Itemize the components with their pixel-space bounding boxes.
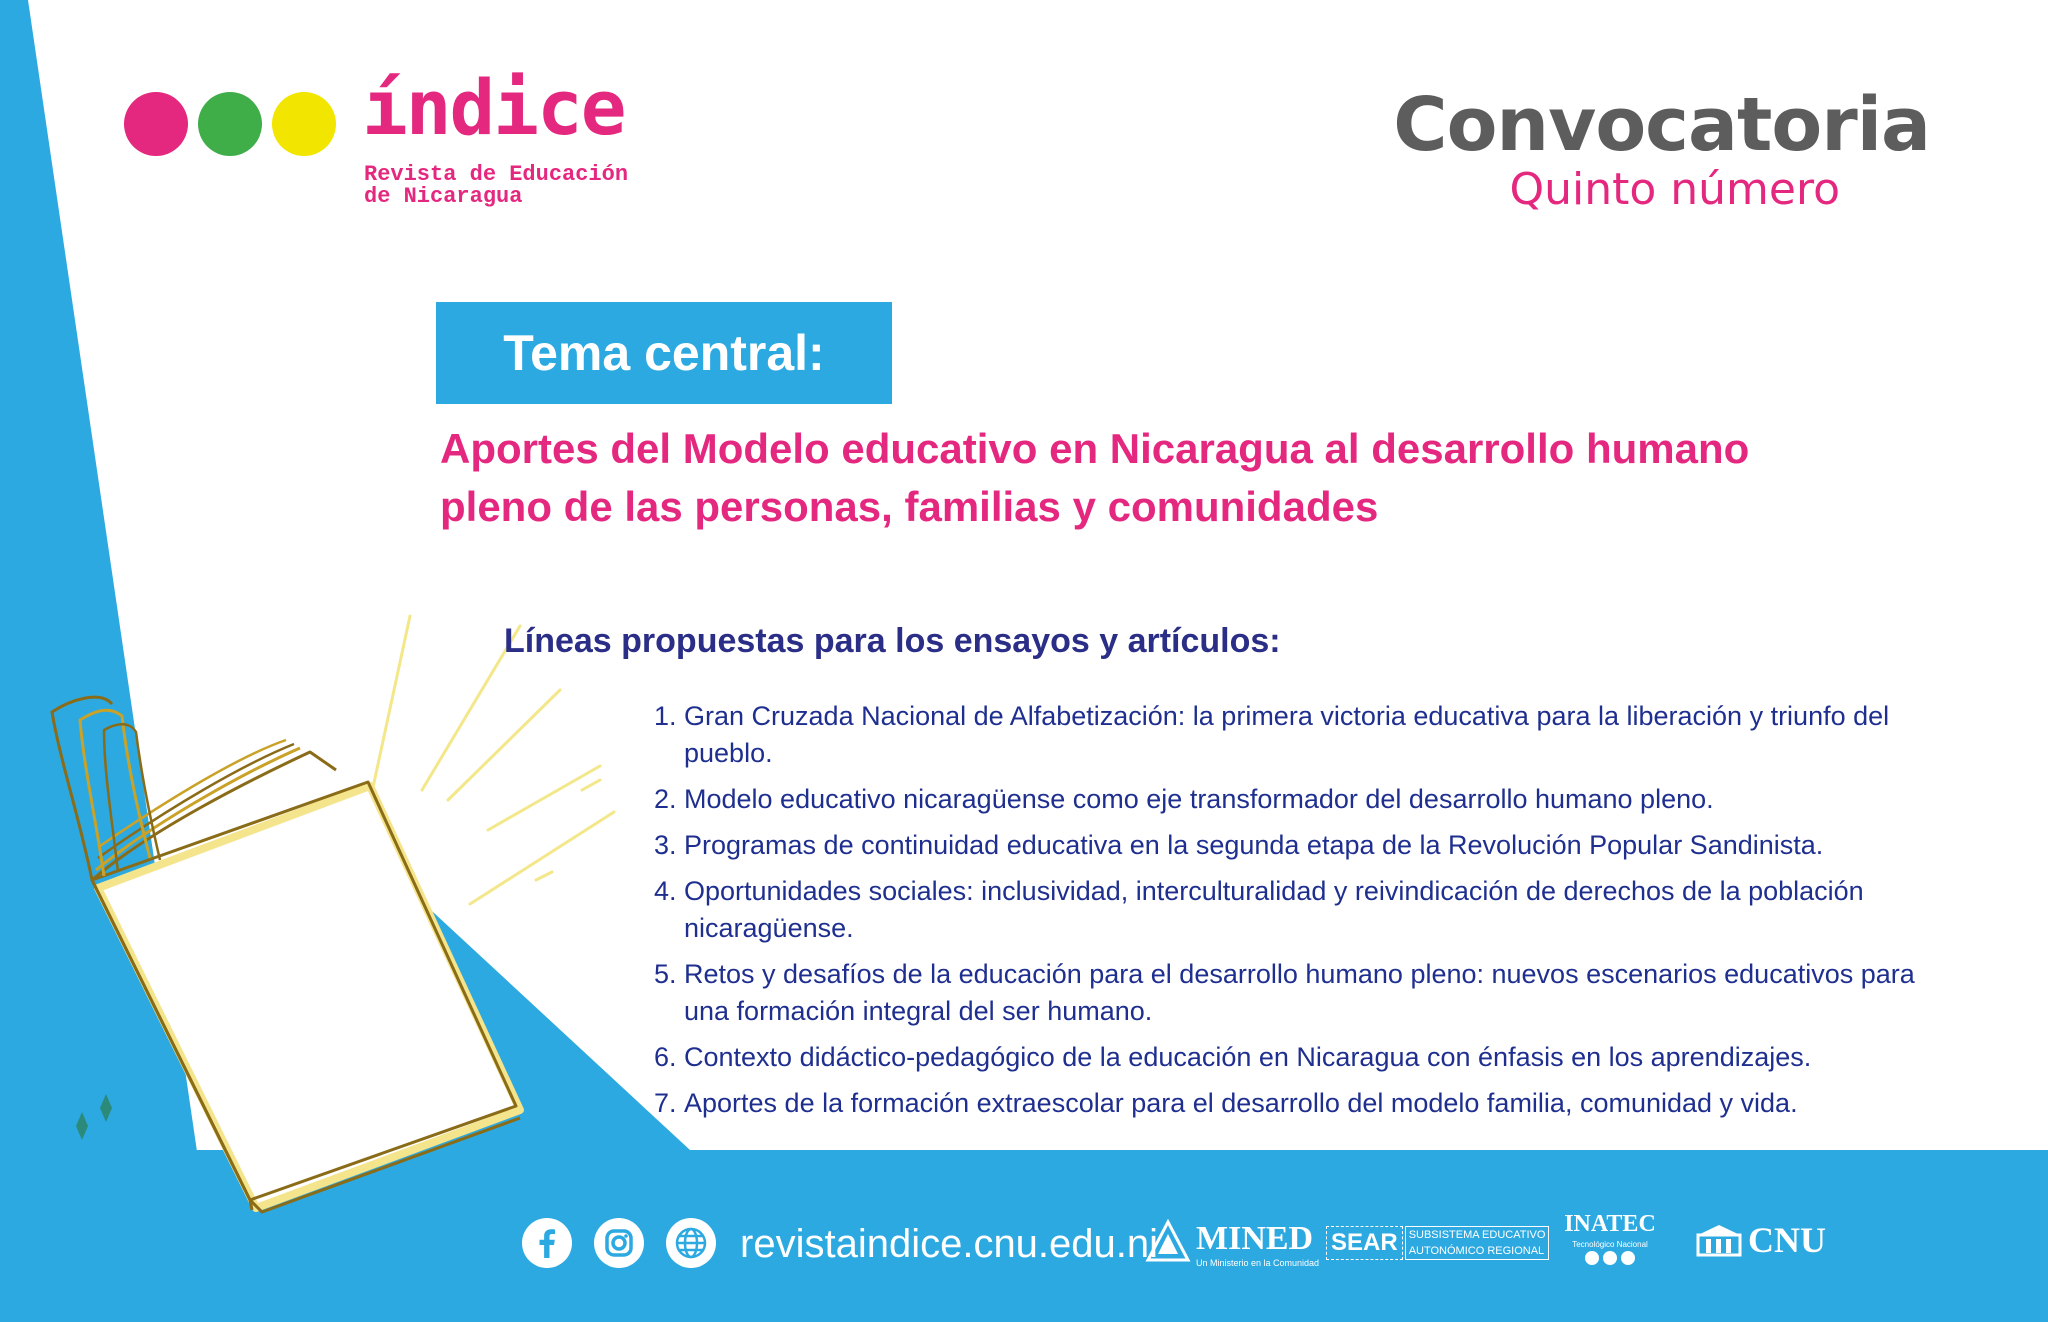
instagram-icon[interactable]: [594, 1218, 644, 1268]
social-icons: [522, 1218, 716, 1268]
mined-name: MINED: [1196, 1220, 1314, 1257]
list-item-text: Gran Cruzada Nacional de Alfabetización: la primera victoria educativa para la liberación y triunfo del pueblo.: [684, 701, 1890, 768]
list-item-number: 2.: [654, 784, 677, 814]
list-item: [654, 1085, 1924, 1122]
mined-tagline: Un Ministerio en la Comunidad: [1196, 1258, 1320, 1268]
call-title: Convocatoria: [1393, 82, 1930, 168]
mined-emblem-icon: [1144, 1218, 1192, 1266]
logo-name: índice: [362, 63, 625, 152]
globe-icon[interactable]: [666, 1218, 716, 1268]
sear-desc-line1: SUBSISTEMA EDUCATIVO: [1408, 1229, 1546, 1241]
sear-description: [1405, 1226, 1550, 1260]
cnu-emblem-icon: [1696, 1223, 1742, 1257]
sear-name: SEAR: [1326, 1226, 1403, 1260]
logo-subtitle-line2: de Nicaragua: [364, 184, 523, 209]
list-item: [654, 781, 1924, 818]
theme-label-box: [436, 302, 892, 404]
list-item-text: Programas de continuidad educativa en la segunda etapa de la Revolución Popular Sandinista.: [684, 830, 1824, 860]
theme-text: Aportes del Modelo educativo en Nicaragua al desarrollo humano pleno de las personas, familias y comunidades: [440, 425, 1750, 530]
sear-logo: [1326, 1226, 1549, 1260]
list-item-number: 3.: [654, 830, 677, 860]
mined-logo: [1144, 1218, 1320, 1271]
list-item: [654, 873, 1924, 947]
inatec-logo: [1558, 1212, 1662, 1272]
list-item-text: Modelo educativo nicaragüense como eje transformador del desarrollo humano pleno.: [684, 784, 1714, 814]
inatec-name: INATEC: [1564, 1211, 1656, 1237]
list-item-number: 4.: [654, 876, 677, 906]
lines-heading: Líneas propuestas para los ensayos y artículos:: [504, 622, 1281, 660]
sear-desc-line2: AUTONÓMICO REGIONAL: [1408, 1245, 1545, 1257]
list-item-text: Retos y desafíos de la educación para el desarrollo humano pleno: nuevos escenarios educativos para una formación integral del ser humano.: [684, 959, 1915, 1026]
list-item-number: 7.: [654, 1088, 677, 1118]
list-item-text: Aportes de la formación extraescolar para el desarrollo del modelo familia, comunidad y vida.: [684, 1088, 1798, 1118]
list-item-number: 5.: [654, 959, 677, 989]
green-dot: [198, 92, 262, 156]
logo-subtitle: [364, 164, 628, 208]
facebook-icon[interactable]: [522, 1218, 572, 1268]
list-item-number: 6.: [654, 1042, 677, 1072]
list-item-text: Oportunidades sociales: inclusividad, interculturalidad y reivindicación de derechos de la población nicaragüense.: [684, 876, 1864, 943]
list-item: [654, 698, 1924, 772]
call-subtitle: Quinto número: [1509, 164, 1840, 215]
website-url[interactable]: revistaindice.cnu.edu.ni: [740, 1222, 1159, 1266]
inatec-seals-icon: [1580, 1249, 1640, 1267]
cnu-name: CNU: [1748, 1220, 1826, 1260]
list-item: [654, 1039, 1924, 1076]
theme-label: Tema central:: [503, 325, 825, 381]
logo-subtitle-line1: Revista de Educación: [364, 162, 629, 187]
blue-left-wedge: [0, 0, 210, 1322]
list-item: [654, 956, 1924, 1030]
lines-list: [654, 698, 1924, 1131]
list-item-text: Contexto didáctico-pedagógico de la educación en Nicaragua con énfasis en los aprendizajes.: [684, 1042, 1812, 1072]
logo-dots: [124, 92, 336, 156]
inatec-tagline: Tecnológico Nacional: [1572, 1240, 1648, 1249]
list-item-number: 1.: [654, 701, 677, 731]
yellow-dot: [272, 92, 336, 156]
list-item: [654, 827, 1924, 864]
cnu-logo: [1696, 1222, 1826, 1258]
pink-dot: [124, 92, 188, 156]
